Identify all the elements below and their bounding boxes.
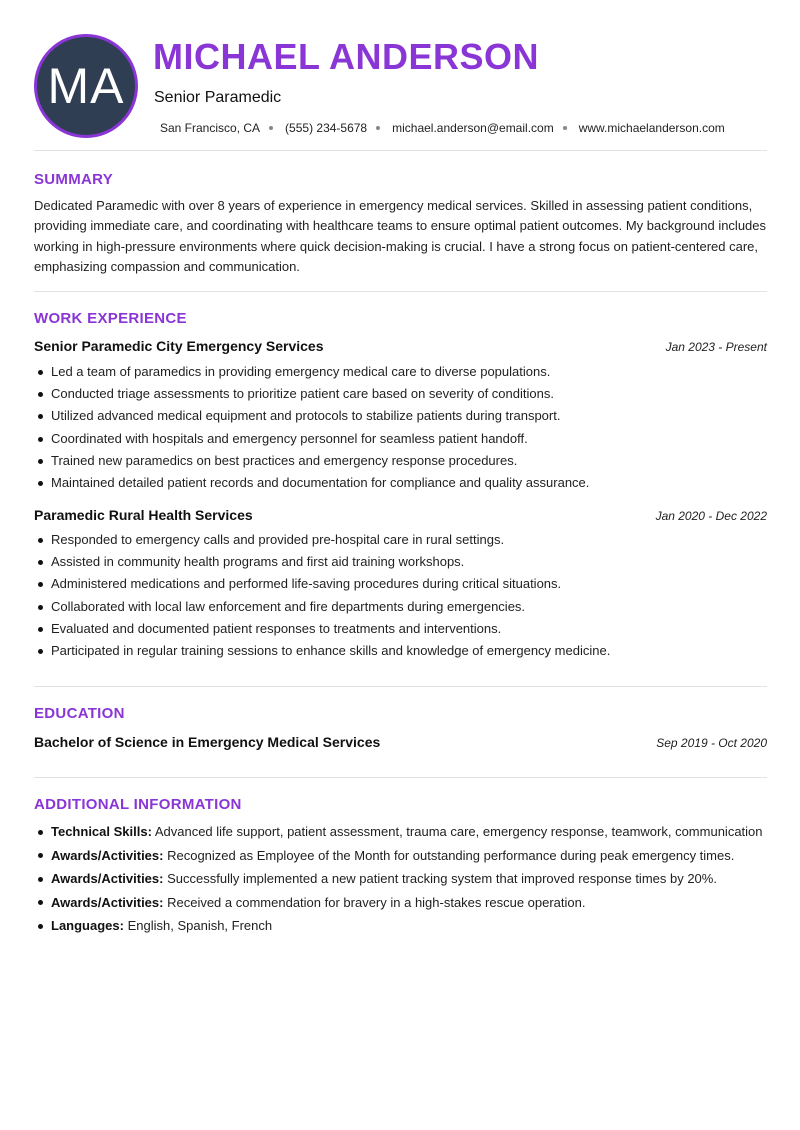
job-header xyxy=(34,338,767,354)
item-label: Awards/Activities: xyxy=(51,894,164,910)
list-item: Utilized advanced medical equipment and protocols to stabilize patients during transport. xyxy=(34,406,767,428)
list-item: Trained new paramedics on best practices and emergency response procedures. xyxy=(34,451,767,473)
avatar xyxy=(34,34,138,138)
divider xyxy=(34,777,767,778)
item-label: Awards/Activities: xyxy=(51,871,164,886)
list-item: Led a team of paramedics in providing emergency medical care to diverse populations. xyxy=(34,362,767,384)
contact-website: www.michaelanderson.com xyxy=(578,121,725,135)
degree: Bachelor of Science in Emergency Medical Services xyxy=(34,734,381,750)
list-item: Responded to emergency calls and provided pre-hospital care in rural settings. xyxy=(34,530,767,552)
list-item xyxy=(34,869,767,888)
list-item: Assisted in community health programs and first aid training workshops. xyxy=(34,552,767,574)
job-header xyxy=(34,507,767,523)
list-item: Administered medications and performed life-saving procedures during critical situations. xyxy=(34,574,767,596)
item-label: Technical Skills: xyxy=(51,824,152,839)
job-role: Senior Paramedic City Emergency Services xyxy=(34,338,324,354)
job-title: Senior Paramedic xyxy=(154,89,282,106)
additional-list xyxy=(34,822,767,940)
list-item: Collaborated with local law enforcement and fire departments during emergencies. xyxy=(34,597,767,619)
summary-text: Dedicated Paramedic with over 8 years of experience in emergency medical services. Skilled in assessing patient conditions, providing immediate care, and coordinating with healthcare teams to ensure optimal patient outcomes. My background includes working in high-pressure environments where quick decision-making is crucial. I have a strong focus on patient-centered care, emphasizing compassion and communication. xyxy=(34,198,767,274)
list-item xyxy=(34,916,767,935)
divider xyxy=(34,291,767,292)
item-text: Recognized as Employee of the Month for outstanding performance during peak emergency times. xyxy=(167,847,735,863)
list-item xyxy=(34,846,767,865)
job-role: Paramedic Rural Health Services xyxy=(34,507,253,523)
list-item: Evaluated and documented patient responses to treatments and interventions. xyxy=(34,619,767,641)
job-dates: Jan 2023 - Present xyxy=(665,340,767,354)
job-bullets xyxy=(34,362,767,495)
list-item: Maintained detailed patient records and documentation for compliance and quality assurance. xyxy=(34,473,767,495)
list-item xyxy=(34,822,767,841)
list-item: Conducted triage assessments to prioritize patient care based on severity of conditions. xyxy=(34,384,767,406)
list-item: Coordinated with hospitals and emergency personnel for seamless patient handoff. xyxy=(34,429,767,451)
divider xyxy=(34,686,767,687)
divider xyxy=(34,150,767,151)
item-text: Successfully implemented a new patient tracking system that improved response times by 20%. xyxy=(167,871,717,886)
contact-email: michael.anderson@email.com xyxy=(392,121,554,135)
job-dates: Jan 2020 - Dec 2022 xyxy=(655,509,767,523)
contact-location: San Francisco, CA xyxy=(160,121,261,135)
experience-heading: WORK EXPERIENCE xyxy=(34,310,187,327)
contact-bar xyxy=(160,121,725,135)
summary-heading: SUMMARY xyxy=(34,171,114,188)
item-text: English, Spanish, French xyxy=(127,918,273,933)
additional-heading: ADDITIONAL INFORMATION xyxy=(34,796,242,813)
separator-dot-icon xyxy=(563,126,567,130)
job-bullets xyxy=(34,530,767,663)
item-text: Received a commendation for bravery in a high-stakes rescue operation. xyxy=(167,894,586,910)
contact-phone: (555) 234-5678 xyxy=(285,121,368,135)
list-item xyxy=(34,893,767,912)
candidate-name: MICHAEL ANDERSON xyxy=(153,36,540,77)
education-heading: EDUCATION xyxy=(34,705,125,722)
separator-dot-icon xyxy=(376,126,380,130)
item-text: Advanced life support, patient assessment, trauma care, emergency response, teamwork, communication xyxy=(154,824,763,839)
avatar-initials: MA xyxy=(47,58,125,114)
list-item: Participated in regular training sessions to enhance skills and knowledge of emergency medicine. xyxy=(34,641,767,663)
item-label: Languages: xyxy=(51,918,124,933)
education-dates: Sep 2019 - Oct 2020 xyxy=(656,736,767,750)
item-label: Awards/Activities: xyxy=(51,847,164,863)
education-entry xyxy=(34,734,767,750)
separator-dot-icon xyxy=(269,126,273,130)
